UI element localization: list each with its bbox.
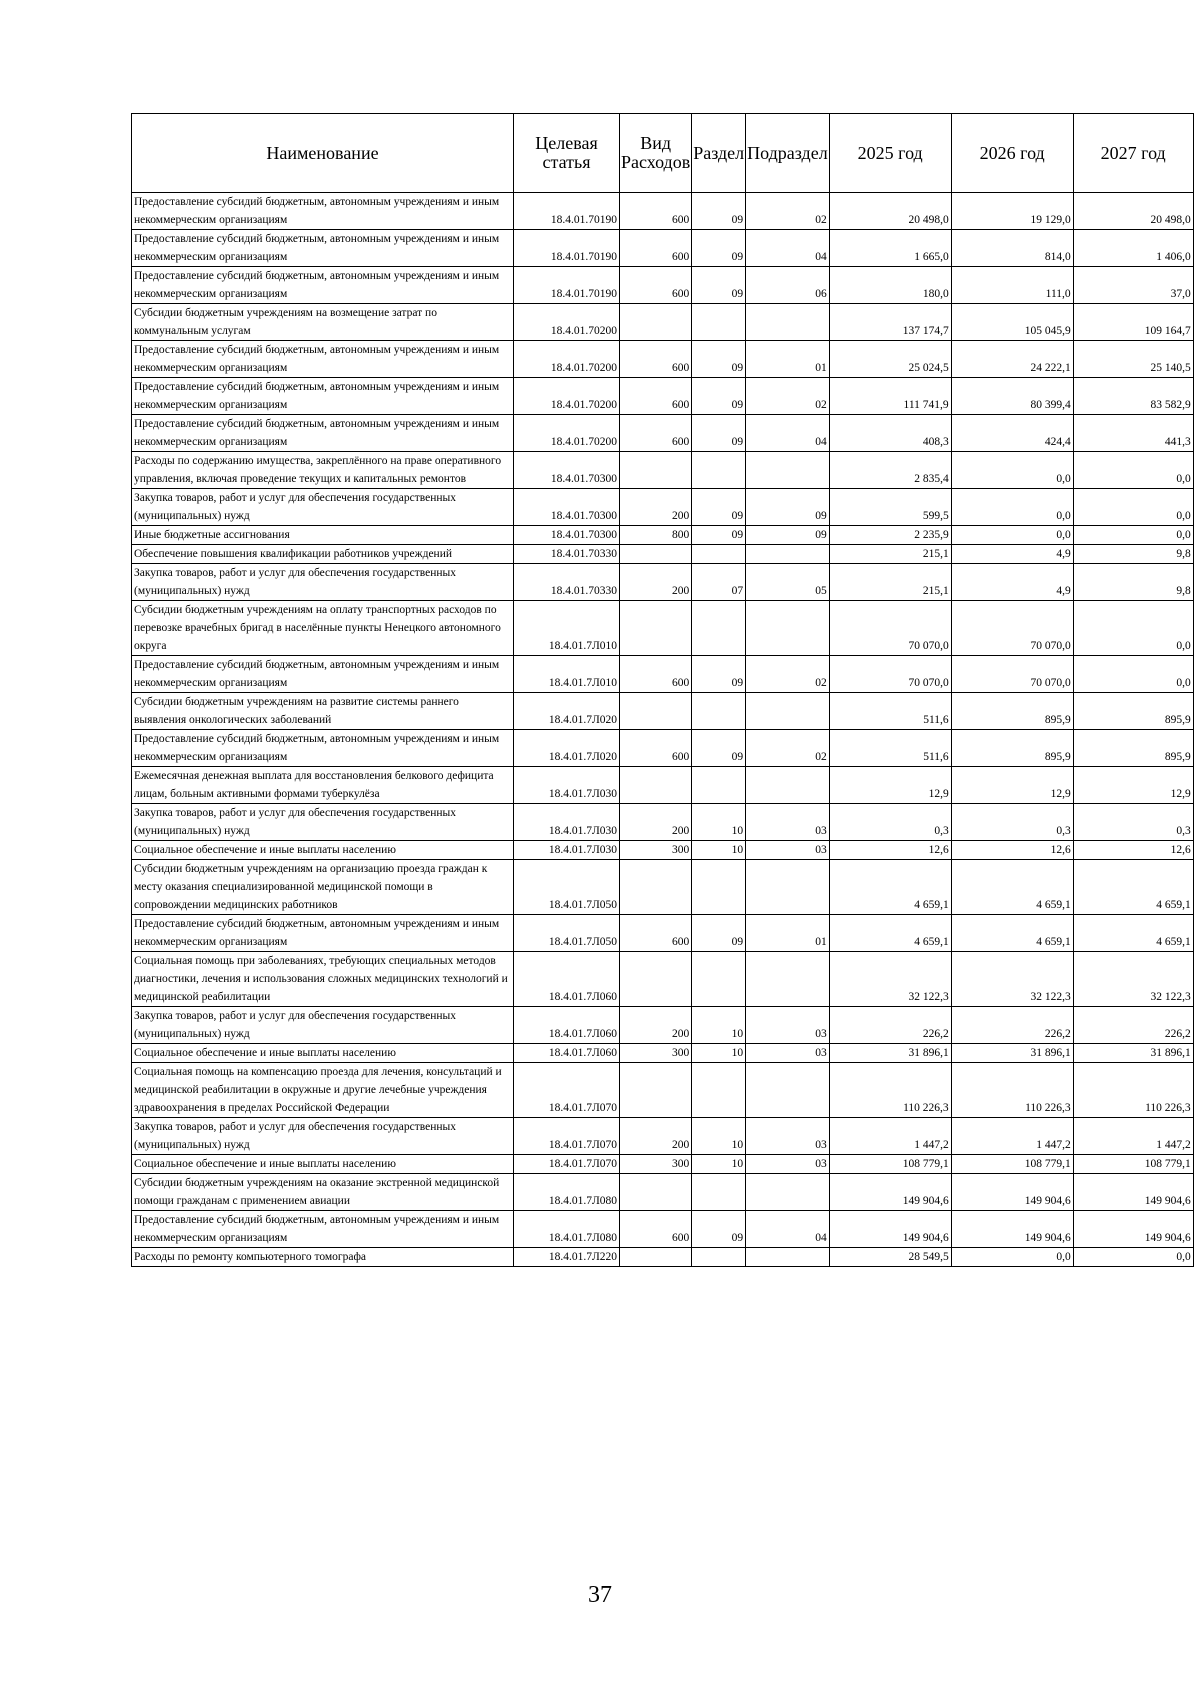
cell-subsection: 04 bbox=[746, 1211, 830, 1248]
cell-amount-2025: 4 659,1 bbox=[829, 860, 951, 915]
cell-name: Предоставление субсидий бюджетным, автономным учреждениям и иным некоммерческим организациям bbox=[132, 1211, 514, 1248]
cell-amount-2027: 0,0 bbox=[1073, 526, 1193, 545]
cell-subsection: 05 bbox=[746, 564, 830, 601]
cell-expense-kind: 600 bbox=[620, 656, 692, 693]
budget-table bbox=[131, 113, 1194, 1267]
cell-name: Иные бюджетные ассигнования bbox=[132, 526, 514, 545]
cell-amount-2027: 226,2 bbox=[1073, 1007, 1193, 1044]
table-body bbox=[132, 193, 1194, 1267]
cell-section: 09 bbox=[692, 415, 746, 452]
cell-expense-kind: 600 bbox=[620, 730, 692, 767]
cell-amount-2027: 0,0 bbox=[1073, 1248, 1193, 1267]
cell-section: 09 bbox=[692, 341, 746, 378]
cell-section: 09 bbox=[692, 230, 746, 267]
cell-subsection bbox=[746, 545, 830, 564]
cell-subsection bbox=[746, 767, 830, 804]
cell-target-article: 18.4.01.7Л030 bbox=[514, 767, 620, 804]
cell-section bbox=[692, 452, 746, 489]
cell-amount-2027: 32 122,3 bbox=[1073, 952, 1193, 1007]
cell-name: Закупка товаров, работ и услуг для обеспечения государственных (муниципальных) нужд bbox=[132, 1118, 514, 1155]
cell-target-article: 18.4.01.7Л060 bbox=[514, 1044, 620, 1063]
table-row bbox=[132, 341, 1194, 378]
table-row bbox=[132, 730, 1194, 767]
table-row bbox=[132, 526, 1194, 545]
cell-amount-2026: 895,9 bbox=[951, 730, 1073, 767]
cell-expense-kind: 600 bbox=[620, 230, 692, 267]
cell-expense-kind bbox=[620, 860, 692, 915]
cell-section: 09 bbox=[692, 526, 746, 545]
cell-amount-2026: 111,0 bbox=[951, 267, 1073, 304]
cell-amount-2025: 215,1 bbox=[829, 545, 951, 564]
cell-target-article: 18.4.01.70300 bbox=[514, 526, 620, 545]
cell-section bbox=[692, 545, 746, 564]
cell-section bbox=[692, 601, 746, 656]
cell-amount-2027: 110 226,3 bbox=[1073, 1063, 1193, 1118]
cell-amount-2026: 4,9 bbox=[951, 545, 1073, 564]
cell-name: Социальная помощь при заболеваниях, требующих специальных методов диагностики, лечения и использования сложных медицинских технологий и медицинской реабилитации bbox=[132, 952, 514, 1007]
cell-amount-2027: 25 140,5 bbox=[1073, 341, 1193, 378]
cell-section: 10 bbox=[692, 1007, 746, 1044]
cell-amount-2026: 226,2 bbox=[951, 1007, 1073, 1044]
header-year-2026: 2026 год bbox=[951, 114, 1073, 193]
cell-amount-2026: 105 045,9 bbox=[951, 304, 1073, 341]
cell-expense-kind: 200 bbox=[620, 804, 692, 841]
table-row bbox=[132, 489, 1194, 526]
cell-amount-2027: 149 904,6 bbox=[1073, 1174, 1193, 1211]
cell-amount-2026: 4 659,1 bbox=[951, 915, 1073, 952]
cell-name: Ежемесячная денежная выплата для восстановления белкового дефицита лицам, больным активными формами туберкулёза bbox=[132, 767, 514, 804]
cell-target-article: 18.4.01.70200 bbox=[514, 304, 620, 341]
cell-target-article: 18.4.01.7Л220 bbox=[514, 1248, 620, 1267]
cell-name: Предоставление субсидий бюджетным, автономным учреждениям и иным некоммерческим организациям bbox=[132, 415, 514, 452]
cell-section: 09 bbox=[692, 915, 746, 952]
cell-target-article: 18.4.01.7Л050 bbox=[514, 860, 620, 915]
cell-section: 09 bbox=[692, 193, 746, 230]
cell-target-article: 18.4.01.7Л070 bbox=[514, 1063, 620, 1118]
cell-name: Субсидии бюджетным учреждениям на возмещение затрат по коммунальным услугам bbox=[132, 304, 514, 341]
table-row bbox=[132, 952, 1194, 1007]
cell-amount-2025: 226,2 bbox=[829, 1007, 951, 1044]
cell-name: Закупка товаров, работ и услуг для обеспечения государственных (муниципальных) нужд bbox=[132, 564, 514, 601]
cell-subsection: 03 bbox=[746, 804, 830, 841]
cell-expense-kind: 300 bbox=[620, 1155, 692, 1174]
table-row bbox=[132, 1248, 1194, 1267]
cell-expense-kind: 200 bbox=[620, 1118, 692, 1155]
cell-expense-kind: 600 bbox=[620, 1211, 692, 1248]
cell-target-article: 18.4.01.7Л020 bbox=[514, 693, 620, 730]
table-row bbox=[132, 860, 1194, 915]
cell-amount-2027: 12,6 bbox=[1073, 841, 1193, 860]
page-number: 37 bbox=[588, 1582, 612, 1608]
cell-expense-kind: 200 bbox=[620, 1007, 692, 1044]
cell-name: Закупка товаров, работ и услуг для обеспечения государственных (муниципальных) нужд bbox=[132, 489, 514, 526]
cell-amount-2025: 70 070,0 bbox=[829, 656, 951, 693]
cell-target-article: 18.4.01.70200 bbox=[514, 341, 620, 378]
cell-amount-2026: 19 129,0 bbox=[951, 193, 1073, 230]
cell-amount-2025: 0,3 bbox=[829, 804, 951, 841]
header-name: Наименование bbox=[132, 114, 514, 193]
table-row bbox=[132, 1118, 1194, 1155]
cell-subsection bbox=[746, 860, 830, 915]
cell-subsection: 03 bbox=[746, 841, 830, 860]
cell-target-article: 18.4.01.7Л080 bbox=[514, 1211, 620, 1248]
cell-section bbox=[692, 1174, 746, 1211]
cell-section bbox=[692, 693, 746, 730]
cell-subsection: 03 bbox=[746, 1007, 830, 1044]
cell-amount-2025: 599,5 bbox=[829, 489, 951, 526]
cell-amount-2025: 408,3 bbox=[829, 415, 951, 452]
cell-amount-2027: 0,0 bbox=[1073, 601, 1193, 656]
cell-amount-2026: 424,4 bbox=[951, 415, 1073, 452]
cell-subsection bbox=[746, 601, 830, 656]
cell-expense-kind: 200 bbox=[620, 564, 692, 601]
cell-section: 10 bbox=[692, 1118, 746, 1155]
cell-subsection: 02 bbox=[746, 193, 830, 230]
cell-section: 10 bbox=[692, 1155, 746, 1174]
cell-amount-2025: 1 447,2 bbox=[829, 1118, 951, 1155]
cell-target-article: 18.4.01.7Л030 bbox=[514, 841, 620, 860]
table-row bbox=[132, 267, 1194, 304]
cell-amount-2027: 9,8 bbox=[1073, 545, 1193, 564]
table-row bbox=[132, 378, 1194, 415]
cell-name: Субсидии бюджетным учреждениям на развитие системы раннего выявления онкологических заболеваний bbox=[132, 693, 514, 730]
header-target-article: Целевая статья bbox=[514, 114, 620, 193]
cell-expense-kind: 800 bbox=[620, 526, 692, 545]
cell-target-article: 18.4.01.7Л010 bbox=[514, 656, 620, 693]
cell-amount-2026: 24 222,1 bbox=[951, 341, 1073, 378]
cell-amount-2026: 0,3 bbox=[951, 804, 1073, 841]
cell-name: Субсидии бюджетным учреждениям на оказание экстренной медицинской помощи гражданам с применением авиации bbox=[132, 1174, 514, 1211]
header-section: Раздел bbox=[692, 114, 746, 193]
cell-amount-2027: 12,9 bbox=[1073, 767, 1193, 804]
cell-amount-2025: 12,9 bbox=[829, 767, 951, 804]
cell-amount-2025: 1 665,0 bbox=[829, 230, 951, 267]
cell-section bbox=[692, 952, 746, 1007]
cell-amount-2027: 83 582,9 bbox=[1073, 378, 1193, 415]
header-year-2025: 2025 год bbox=[829, 114, 951, 193]
cell-subsection bbox=[746, 1174, 830, 1211]
cell-expense-kind bbox=[620, 1063, 692, 1118]
cell-name: Субсидии бюджетным учреждениям на организацию проезда граждан к месту оказания специализированной медицинской помощи в сопровождении медицинских работников bbox=[132, 860, 514, 915]
table-row bbox=[132, 693, 1194, 730]
cell-amount-2026: 149 904,6 bbox=[951, 1211, 1073, 1248]
table-row bbox=[132, 804, 1194, 841]
table-row bbox=[132, 601, 1194, 656]
header-year-2027: 2027 год bbox=[1073, 114, 1193, 193]
cell-subsection: 03 bbox=[746, 1155, 830, 1174]
cell-amount-2026: 895,9 bbox=[951, 693, 1073, 730]
cell-amount-2027: 20 498,0 bbox=[1073, 193, 1193, 230]
cell-amount-2025: 511,6 bbox=[829, 693, 951, 730]
cell-section bbox=[692, 1063, 746, 1118]
cell-section: 09 bbox=[692, 1211, 746, 1248]
cell-amount-2025: 2 235,9 bbox=[829, 526, 951, 545]
cell-amount-2025: 32 122,3 bbox=[829, 952, 951, 1007]
cell-name: Субсидии бюджетным учреждениям на оплату транспортных расходов по перевозке врачебных бригад в населённые пункты Ненецкого автономного округа bbox=[132, 601, 514, 656]
cell-amount-2026: 32 122,3 bbox=[951, 952, 1073, 1007]
cell-amount-2027: 1 406,0 bbox=[1073, 230, 1193, 267]
cell-subsection: 03 bbox=[746, 1044, 830, 1063]
cell-amount-2025: 149 904,6 bbox=[829, 1174, 951, 1211]
cell-name: Расходы по содержанию имущества, закреплённого на праве оперативного управления, включая проведение текущих и капитальных ремонтов bbox=[132, 452, 514, 489]
cell-amount-2027: 895,9 bbox=[1073, 730, 1193, 767]
table-row bbox=[132, 564, 1194, 601]
cell-expense-kind: 300 bbox=[620, 841, 692, 860]
cell-target-article: 18.4.01.70190 bbox=[514, 267, 620, 304]
cell-amount-2025: 70 070,0 bbox=[829, 601, 951, 656]
cell-section: 10 bbox=[692, 804, 746, 841]
cell-subsection bbox=[746, 1063, 830, 1118]
cell-expense-kind: 600 bbox=[620, 267, 692, 304]
cell-target-article: 18.4.01.7Л070 bbox=[514, 1118, 620, 1155]
cell-name: Предоставление субсидий бюджетным, автономным учреждениям и иным некоммерческим организациям bbox=[132, 730, 514, 767]
cell-amount-2026: 12,9 bbox=[951, 767, 1073, 804]
cell-section bbox=[692, 860, 746, 915]
cell-amount-2027: 0,3 bbox=[1073, 804, 1193, 841]
cell-target-article: 18.4.01.7Л010 bbox=[514, 601, 620, 656]
cell-expense-kind: 600 bbox=[620, 193, 692, 230]
cell-amount-2026: 149 904,6 bbox=[951, 1174, 1073, 1211]
cell-amount-2027: 31 896,1 bbox=[1073, 1044, 1193, 1063]
cell-name: Предоставление субсидий бюджетным, автономным учреждениям и иным некоммерческим организациям bbox=[132, 656, 514, 693]
cell-target-article: 18.4.01.70200 bbox=[514, 415, 620, 452]
table-row bbox=[132, 304, 1194, 341]
cell-amount-2027: 441,3 bbox=[1073, 415, 1193, 452]
cell-name: Обеспечение повышения квалификации работников учреждений bbox=[132, 545, 514, 564]
cell-target-article: 18.4.01.7Л070 bbox=[514, 1155, 620, 1174]
cell-target-article: 18.4.01.7Л020 bbox=[514, 730, 620, 767]
cell-expense-kind bbox=[620, 601, 692, 656]
cell-subsection bbox=[746, 1248, 830, 1267]
cell-amount-2025: 28 549,5 bbox=[829, 1248, 951, 1267]
cell-amount-2026: 12,6 bbox=[951, 841, 1073, 860]
cell-subsection: 09 bbox=[746, 526, 830, 545]
cell-amount-2026: 70 070,0 bbox=[951, 601, 1073, 656]
cell-amount-2027: 1 447,2 bbox=[1073, 1118, 1193, 1155]
cell-amount-2026: 108 779,1 bbox=[951, 1155, 1073, 1174]
cell-section: 09 bbox=[692, 656, 746, 693]
cell-amount-2025: 180,0 bbox=[829, 267, 951, 304]
cell-expense-kind bbox=[620, 1174, 692, 1211]
cell-target-article: 18.4.01.7Л080 bbox=[514, 1174, 620, 1211]
cell-amount-2027: 895,9 bbox=[1073, 693, 1193, 730]
cell-expense-kind bbox=[620, 952, 692, 1007]
cell-amount-2026: 4 659,1 bbox=[951, 860, 1073, 915]
cell-section bbox=[692, 1248, 746, 1267]
cell-amount-2025: 31 896,1 bbox=[829, 1044, 951, 1063]
table-header-row bbox=[132, 114, 1194, 193]
cell-subsection: 04 bbox=[746, 230, 830, 267]
cell-name: Предоставление субсидий бюджетным, автономным учреждениям и иным некоммерческим организациям bbox=[132, 230, 514, 267]
cell-amount-2026: 0,0 bbox=[951, 452, 1073, 489]
table-row bbox=[132, 545, 1194, 564]
cell-name: Предоставление субсидий бюджетным, автономным учреждениям и иным некоммерческим организациям bbox=[132, 267, 514, 304]
cell-amount-2026: 70 070,0 bbox=[951, 656, 1073, 693]
cell-section: 07 bbox=[692, 564, 746, 601]
cell-subsection: 01 bbox=[746, 341, 830, 378]
cell-expense-kind bbox=[620, 545, 692, 564]
cell-amount-2025: 108 779,1 bbox=[829, 1155, 951, 1174]
cell-amount-2027: 4 659,1 bbox=[1073, 915, 1193, 952]
table-row bbox=[132, 193, 1194, 230]
table-row bbox=[132, 1007, 1194, 1044]
cell-name: Закупка товаров, работ и услуг для обеспечения государственных (муниципальных) нужд bbox=[132, 804, 514, 841]
cell-expense-kind: 200 bbox=[620, 489, 692, 526]
cell-amount-2025: 4 659,1 bbox=[829, 915, 951, 952]
cell-target-article: 18.4.01.7Л030 bbox=[514, 804, 620, 841]
cell-name: Социальная помощь на компенсацию проезда для лечения, консультаций и медицинской реабилитации в окружные и другие лечебные учреждения здравоохранения в пределах Российской Федерации bbox=[132, 1063, 514, 1118]
cell-expense-kind bbox=[620, 304, 692, 341]
cell-expense-kind: 600 bbox=[620, 415, 692, 452]
cell-subsection: 09 bbox=[746, 489, 830, 526]
cell-expense-kind bbox=[620, 452, 692, 489]
cell-amount-2027: 9,8 bbox=[1073, 564, 1193, 601]
cell-amount-2027: 0,0 bbox=[1073, 656, 1193, 693]
cell-target-article: 18.4.01.70200 bbox=[514, 378, 620, 415]
cell-section bbox=[692, 767, 746, 804]
cell-subsection: 06 bbox=[746, 267, 830, 304]
cell-amount-2027: 0,0 bbox=[1073, 489, 1193, 526]
cell-amount-2027: 4 659,1 bbox=[1073, 860, 1193, 915]
cell-amount-2025: 25 024,5 bbox=[829, 341, 951, 378]
cell-amount-2026: 80 399,4 bbox=[951, 378, 1073, 415]
cell-target-article: 18.4.01.70330 bbox=[514, 564, 620, 601]
header-expense-kind: Вид Расходов bbox=[620, 114, 692, 193]
cell-name: Расходы по ремонту компьютерного томографа bbox=[132, 1248, 514, 1267]
cell-target-article: 18.4.01.70190 bbox=[514, 230, 620, 267]
table-row bbox=[132, 841, 1194, 860]
cell-amount-2025: 215,1 bbox=[829, 564, 951, 601]
table-row bbox=[132, 1063, 1194, 1118]
table-row bbox=[132, 915, 1194, 952]
cell-subsection: 02 bbox=[746, 378, 830, 415]
cell-target-article: 18.4.01.70330 bbox=[514, 545, 620, 564]
cell-expense-kind: 600 bbox=[620, 341, 692, 378]
cell-amount-2027: 108 779,1 bbox=[1073, 1155, 1193, 1174]
cell-subsection: 02 bbox=[746, 730, 830, 767]
cell-amount-2025: 149 904,6 bbox=[829, 1211, 951, 1248]
cell-subsection: 01 bbox=[746, 915, 830, 952]
cell-amount-2026: 814,0 bbox=[951, 230, 1073, 267]
cell-target-article: 18.4.01.7Л050 bbox=[514, 915, 620, 952]
cell-subsection bbox=[746, 693, 830, 730]
cell-name: Социальное обеспечение и иные выплаты населению bbox=[132, 1044, 514, 1063]
cell-expense-kind bbox=[620, 1248, 692, 1267]
cell-name: Предоставление субсидий бюджетным, автономным учреждениям и иным некоммерческим организациям bbox=[132, 341, 514, 378]
cell-amount-2026: 0,0 bbox=[951, 1248, 1073, 1267]
cell-subsection: 02 bbox=[746, 656, 830, 693]
cell-subsection bbox=[746, 304, 830, 341]
cell-amount-2026: 0,0 bbox=[951, 489, 1073, 526]
cell-name: Предоставление субсидий бюджетным, автономным учреждениям и иным некоммерческим организациям bbox=[132, 915, 514, 952]
cell-amount-2027: 149 904,6 bbox=[1073, 1211, 1193, 1248]
cell-section: 10 bbox=[692, 1044, 746, 1063]
cell-amount-2025: 111 741,9 bbox=[829, 378, 951, 415]
table-row bbox=[132, 1044, 1194, 1063]
cell-expense-kind bbox=[620, 767, 692, 804]
table-row bbox=[132, 767, 1194, 804]
cell-amount-2026: 0,0 bbox=[951, 526, 1073, 545]
cell-subsection bbox=[746, 952, 830, 1007]
cell-section: 09 bbox=[692, 489, 746, 526]
budget-sheet bbox=[131, 113, 1194, 1267]
table-row bbox=[132, 1155, 1194, 1174]
cell-target-article: 18.4.01.70300 bbox=[514, 452, 620, 489]
cell-section: 10 bbox=[692, 841, 746, 860]
cell-section: 09 bbox=[692, 730, 746, 767]
cell-name: Социальное обеспечение и иные выплаты населению bbox=[132, 841, 514, 860]
cell-subsection: 04 bbox=[746, 415, 830, 452]
cell-name: Предоставление субсидий бюджетным, автономным учреждениям и иным некоммерческим организациям bbox=[132, 193, 514, 230]
cell-amount-2026: 1 447,2 bbox=[951, 1118, 1073, 1155]
cell-expense-kind: 600 bbox=[620, 915, 692, 952]
cell-amount-2026: 110 226,3 bbox=[951, 1063, 1073, 1118]
cell-amount-2025: 20 498,0 bbox=[829, 193, 951, 230]
cell-amount-2025: 511,6 bbox=[829, 730, 951, 767]
cell-subsection: 03 bbox=[746, 1118, 830, 1155]
cell-amount-2025: 12,6 bbox=[829, 841, 951, 860]
cell-target-article: 18.4.01.7Л060 bbox=[514, 1007, 620, 1044]
table-row bbox=[132, 656, 1194, 693]
cell-amount-2027: 109 164,7 bbox=[1073, 304, 1193, 341]
cell-amount-2027: 37,0 bbox=[1073, 267, 1193, 304]
cell-name: Предоставление субсидий бюджетным, автономным учреждениям и иным некоммерческим организациям bbox=[132, 378, 514, 415]
cell-section: 09 bbox=[692, 267, 746, 304]
table-row bbox=[132, 1174, 1194, 1211]
cell-amount-2026: 31 896,1 bbox=[951, 1044, 1073, 1063]
cell-subsection bbox=[746, 452, 830, 489]
cell-section: 09 bbox=[692, 378, 746, 415]
table-row bbox=[132, 415, 1194, 452]
header-subsection: Подраздел bbox=[746, 114, 830, 193]
cell-expense-kind: 600 bbox=[620, 378, 692, 415]
cell-name: Социальное обеспечение и иные выплаты населению bbox=[132, 1155, 514, 1174]
cell-target-article: 18.4.01.70300 bbox=[514, 489, 620, 526]
cell-amount-2026: 4,9 bbox=[951, 564, 1073, 601]
cell-expense-kind: 300 bbox=[620, 1044, 692, 1063]
cell-amount-2025: 110 226,3 bbox=[829, 1063, 951, 1118]
table-row bbox=[132, 1211, 1194, 1248]
cell-target-article: 18.4.01.7Л060 bbox=[514, 952, 620, 1007]
cell-amount-2027: 0,0 bbox=[1073, 452, 1193, 489]
cell-name: Закупка товаров, работ и услуг для обеспечения государственных (муниципальных) нужд bbox=[132, 1007, 514, 1044]
cell-target-article: 18.4.01.70190 bbox=[514, 193, 620, 230]
table-row bbox=[132, 230, 1194, 267]
cell-expense-kind bbox=[620, 693, 692, 730]
table-row bbox=[132, 452, 1194, 489]
cell-amount-2025: 137 174,7 bbox=[829, 304, 951, 341]
cell-section bbox=[692, 304, 746, 341]
cell-amount-2025: 2 835,4 bbox=[829, 452, 951, 489]
